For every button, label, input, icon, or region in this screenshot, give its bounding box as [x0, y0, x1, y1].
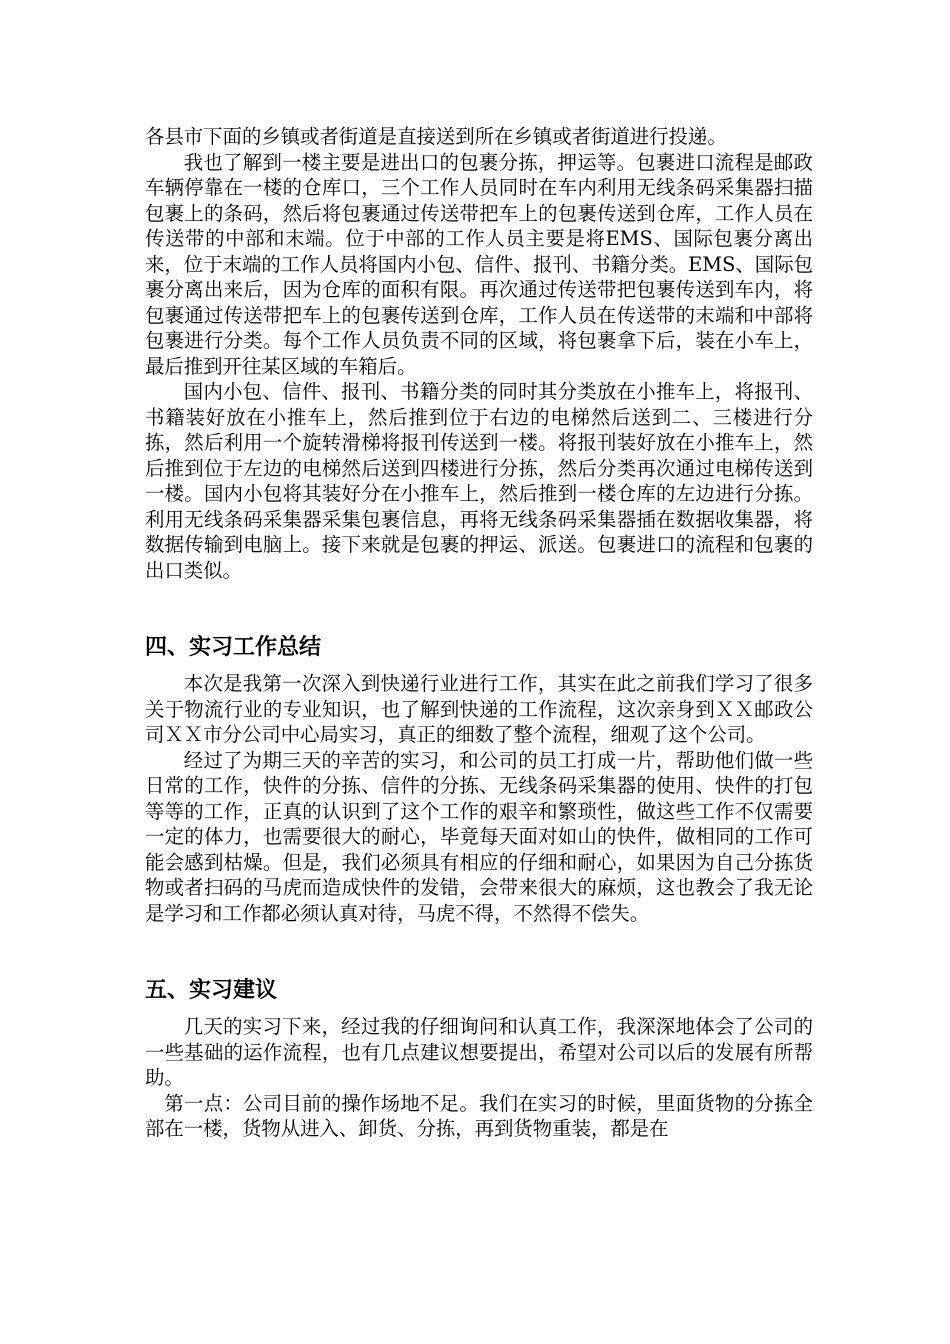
section-heading-summary: 四、实习工作总结: [145, 635, 322, 660]
paragraph-summary-1: 本次是我第一次深入到快递行业进行工作，其实在此之前我们学习了很多关于物流行业的专业知识，也了解到快递的工作流程，这次亲身到ＸＸ邮政公司ＸＸ市分公司中心局实习，真正的细数了整个流程，细观了这个公司。: [145, 672, 813, 746]
paragraph-intro-1: 各县市下面的乡镇或者街道是直接送到所在乡镇或者街道进行投递。: [145, 125, 727, 148]
paragraph-summary-2: 经过了为期三天的辛苦的实习，和公司的员工打成一片，帮助他们做一些日常的工作，快件的分拣、信件的分拣、无线条码采集器的使用、快件的打包等等的工作，正真的认识到了这个工作的艰辛和繁琐性，做这些工作不仅需要一定的体力，也需要很大的耐心，毕竟每天面对如山的快件，做相同的工作可能会感到枯燥。但是，我们必须具有相应的仔细和耐心，如果因为自己分拣货物或者扫码的马虎而造成快件的发错，会带来很大的麻烦，这也教会了我无论是学习和工作都必须认真对待，马虎不得，不然得不偿失。: [145, 748, 813, 925]
section-heading-suggestions: 五、实习建议: [145, 978, 278, 1003]
paragraph-suggestions-1: 几天的实习下来，经过我的仔细询问和认真工作，我深深地体会了公司的一些基础的运作流程，也有几点建议想要提出，希望对公司以后的发展有所帮助。: [145, 1015, 813, 1089]
paragraph-intro-2: 我也了解到一楼主要是进出口的包裹分拣，押运等。包裹进口流程是邮政车辆停靠在一楼的仓库口，三个工作人员同时在车内利用无线条码采集器扫描包裹上的条码，然后将包裹通过传送带把车上的包裹传送到仓库，工作人员在传送带的中部和末端。位于中部的工作人员主要是将EMS、国际包裹分离出来，位于末端的工作人员将国内小包、信件、报刊、书籍分类。EMS、国际包裹分离出来后，因为仓库的面积有限。再次通过传送带把包裹传送到车内，将包裹通过传送带把车上的包裹传送到仓库，工作人员在传送带的末端和中部将包裹进行分类。每个工作人员负责不同的区域，将包裹拿下后，装在小车上，最后推到开往某区域的车箱后。: [145, 150, 813, 378]
document-page: [145, 124, 813, 1142]
paragraph-suggestions-2: 第一点：公司目前的操作场地不足。我们在实习的时候，里面货物的分拣全部在一楼，货物从进入、卸货、分拣，再到货物重装，都是在: [145, 1091, 813, 1140]
paragraph-intro-3: 国内小包、信件、报刊、书籍分类的同时其分类放在小推车上，将报刊、书籍装好放在小推车上，然后推到位于右边的电梯然后送到二、三楼进行分拣，然后利用一个旋转滑梯将报刊传送到一楼。将报刊装好放在小推车上，然后推到位于左边的电梯然后送到四楼进行分拣，然后分类再次通过电梯传送到一楼。国内小包将其装好分在小推车上，然后推到一楼仓库的左边进行分拣。利用无线条码采集器采集包裹信息，再将无线条码采集器插在数据收集器，将数据传输到电脑上。接下来就是包裹的押运、派送。包裹进口的流程和包裹的出口类似。: [145, 380, 813, 582]
